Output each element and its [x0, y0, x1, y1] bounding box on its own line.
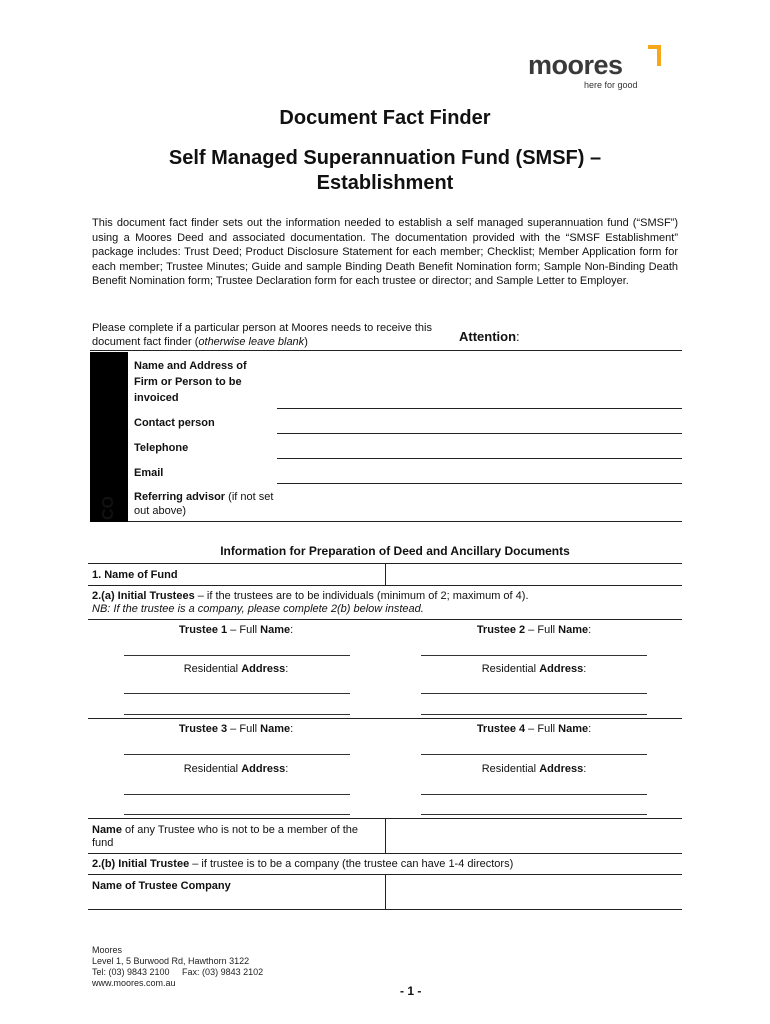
non-member-bold: Name [92, 824, 122, 836]
initial-trustees-heading: 2.(a) Initial Trustees [92, 590, 195, 602]
address-field: Address [539, 663, 584, 675]
address-colon: : [583, 763, 587, 775]
initial-trustee-company-label [92, 858, 682, 871]
page-number: - 1 - [400, 984, 422, 998]
trustee-1-address-label [116, 663, 356, 675]
trustee-4-name-input[interactable] [421, 754, 647, 755]
trustee-1-field: Name [260, 624, 291, 636]
initial-trustee-company-heading: 2.(b) Initial Trustee [92, 858, 190, 870]
trustee-1-colon: : [290, 624, 294, 636]
name-address-field[interactable] [277, 408, 682, 409]
trustee-4-address-input[interactable] [421, 794, 647, 795]
trustee-company-name-label: Name of Trustee Company [92, 880, 231, 892]
address-colon: : [583, 663, 587, 675]
trustee-1-address-input-2[interactable] [124, 714, 350, 715]
trustee-2-colon: : [588, 624, 592, 636]
initial-trustees-note: NB: If the trustee is a company, please complete 2(b) below instead. [92, 603, 424, 615]
referring-advisor-bold: Referring advisor [134, 491, 226, 503]
logo-wordmark: moores [528, 50, 623, 80]
non-member-trustee-input[interactable] [386, 819, 682, 853]
footer-website-link[interactable]: www.moores.com.au [92, 978, 176, 988]
recipient-instruction-text: Please complete if a particular person at Moores needs to receive this document fact finder ( [92, 322, 432, 348]
recipient-instruction-italic: otherwise leave blank [198, 336, 305, 348]
address-prefix: Residential [481, 763, 540, 775]
row-rule [88, 853, 682, 854]
address-prefix: Residential [481, 663, 540, 675]
initial-trustees-label [92, 590, 682, 603]
contact-block-bottom-rule [128, 521, 682, 522]
trustee-3-colon: : [290, 723, 294, 735]
trustee-1-name-input[interactable] [124, 655, 350, 656]
trustee-2-label: Trustee 2 [476, 624, 526, 636]
row-rule [88, 718, 682, 719]
trustee-2-address-label [414, 663, 654, 675]
trustee-4-label: Trustee 4 [476, 723, 526, 735]
recipient-instruction-close: ) [304, 336, 308, 348]
intro-paragraph: This document fact finder sets out the information needed to establish a self managed superannuation fund (“SMSF”) using a Moores Deed and associated documentation. The documentation provided with the “SMSF Establishment” package includes: Trust Deed; Product Disclosure Statement for each member; Checklist; Member Application form for each member; Trustee Minutes; Guide and sample Binding Death Benefit Nomination form; Sample Non-Binding Death Benefit Nomination form; Trustee Declaration form for each trustee or director; and Sample Letter to Employer. [92, 217, 678, 287]
trustee-3-field: Name [260, 723, 291, 735]
address-field: Address [539, 763, 584, 775]
email-label: Email [134, 467, 164, 479]
logo-corner-mark-icon [646, 44, 662, 68]
trustee-4-address-input-2[interactable] [421, 814, 647, 815]
trustee-2-name-label [414, 624, 654, 636]
row-rule [88, 585, 682, 586]
non-member-trustee-label [92, 824, 380, 850]
name-address-label: Name and Address of Firm or Person to be invoiced [134, 360, 247, 404]
trustee-company-name-input[interactable] [386, 875, 682, 909]
trustee-2-address-input-2[interactable] [421, 714, 647, 715]
contact-person-label: Contact person [134, 417, 215, 429]
trustee-4-colon: : [588, 723, 592, 735]
referring-advisor-label [134, 490, 274, 518]
address-prefix: Residential [183, 663, 242, 675]
trustee-4-address-label [414, 763, 654, 775]
trustee-2-address-input[interactable] [421, 693, 647, 694]
footer-company: Moores [92, 945, 123, 955]
footer-street: Level 1, 5 Burwood Rd, Hawthorn 3122 [92, 956, 250, 966]
contact-block-top-rule [90, 350, 682, 351]
telephone-field[interactable] [277, 458, 682, 459]
referring-advisor-note: (if not set out above) [134, 491, 274, 517]
trustee-1-label: Trustee 1 [178, 624, 228, 636]
name-of-fund-label: 1. Name of Fund [92, 569, 178, 581]
attention-field[interactable] [459, 329, 520, 344]
trustee-3-address-input[interactable] [124, 794, 350, 795]
trustee-1-dash: – Full [227, 624, 261, 636]
side-tab-label: CO [100, 496, 117, 520]
address-field: Address [241, 763, 286, 775]
contact-person-field[interactable] [277, 433, 682, 434]
attention-colon: : [516, 329, 520, 344]
address-colon: : [285, 763, 289, 775]
trustee-3-name-label [116, 723, 356, 735]
trustee-3-label: Trustee 3 [178, 723, 228, 735]
trustee-1-name-label [116, 624, 356, 636]
trustee-3-address-input-2[interactable] [124, 814, 350, 815]
name-of-fund-input[interactable] [386, 564, 682, 585]
initial-trustee-company-text: – if trustee is to be a company (the trustee can have 1-4 directors) [189, 858, 514, 870]
trustee-2-field: Name [558, 624, 589, 636]
document-title: Document Fact Finder [279, 107, 491, 129]
address-field: Address [241, 663, 286, 675]
table-bottom-rule [88, 909, 682, 910]
trustee-2-dash: – Full [525, 624, 559, 636]
row-rule [88, 619, 682, 620]
footer-address [92, 945, 263, 989]
trustee-3-dash: – Full [227, 723, 261, 735]
address-prefix: Residential [183, 763, 242, 775]
moores-logo [528, 44, 668, 96]
trustee-4-dash: – Full [525, 723, 559, 735]
trustee-4-field: Name [558, 723, 589, 735]
document-subtitle: Self Managed Superannuation Fund (SMSF) – Establishment [168, 147, 602, 194]
recipient-instruction [92, 321, 462, 349]
initial-trustees-text: – if the trustees are to be individuals (minimum of 2; maximum of 4). [194, 590, 529, 602]
trustee-3-address-label [116, 763, 356, 775]
trustee-2-name-input[interactable] [421, 655, 647, 656]
trustee-4-name-label [414, 723, 654, 735]
address-colon: : [285, 663, 289, 675]
section-heading: Information for Preparation of Deed and Ancillary Documents [220, 544, 570, 558]
trustee-1-address-input[interactable] [124, 693, 350, 694]
attention-label: Attention [459, 329, 517, 344]
logo-tagline: here for good [584, 80, 638, 90]
telephone-label: Telephone [134, 442, 189, 454]
non-member-text: of any Trustee who is not to be a member of the fund [92, 824, 358, 849]
footer-phone-fax: Tel: (03) 9843 2100 Fax: (03) 9843 2102 [92, 967, 264, 977]
email-field[interactable] [277, 483, 682, 484]
trustee-3-name-input[interactable] [124, 754, 350, 755]
